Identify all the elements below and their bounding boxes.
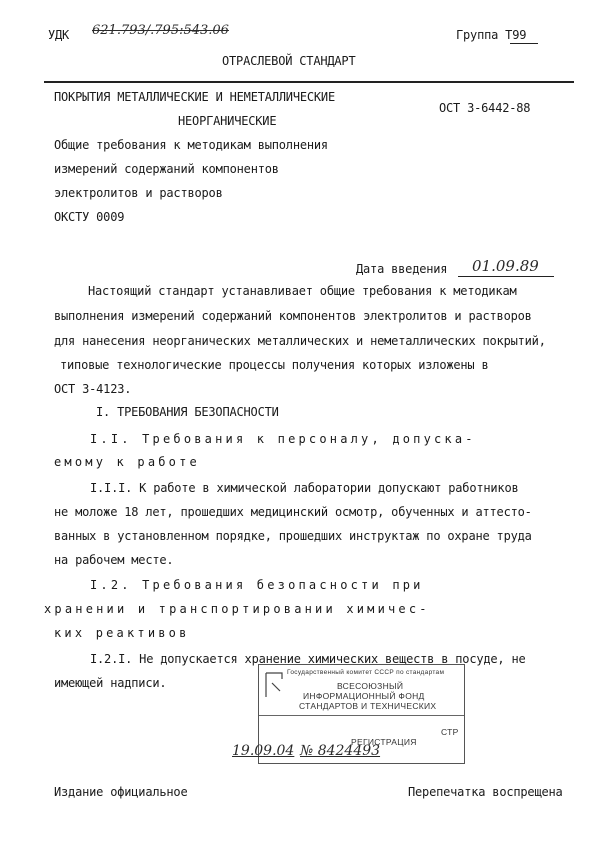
intro-line-4: типовые технологические процессы получения которых изложены в bbox=[60, 358, 489, 372]
title-line-2: НЕОРГАНИЧЕСКИЕ bbox=[178, 114, 277, 128]
para-1-line-1: I.I.I. К работе в химической лаборатории допускают работников bbox=[90, 481, 519, 495]
intro-line-5: ОСТ 3-4123. bbox=[54, 382, 132, 396]
footer-reprint-prohibited: Перепечатка воспрещена bbox=[408, 785, 563, 799]
okstu-code: ОКСТУ 0009 bbox=[54, 210, 125, 224]
intro-line-1: Настоящий стандарт устанавливает общие требования к методикам bbox=[88, 284, 517, 298]
group-code: Группа Т99 bbox=[456, 28, 527, 42]
subsection-2-heading-line-2: хранении и транспортировании химичес- bbox=[44, 602, 430, 616]
section-heading: I. ТРЕБОВАНИЯ БЕЗОПАСНОСТИ bbox=[96, 405, 279, 419]
industry-standard-label: ОТРАСЛЕВОЙ СТАНДАРТ bbox=[222, 54, 356, 68]
intro-line-2: выполнения измерений содержаний компонентов электролитов и растворов bbox=[54, 309, 532, 323]
para-1-line-3: ванных в установленном порядке, прошедших инструктаж по охране труда bbox=[54, 529, 532, 543]
intro-line-3: для нанесения неорганических металлических и неметаллических покрытий, bbox=[54, 334, 546, 348]
para-1-line-2: не моложе 18 лет, прошедших медицинский осмотр, обученных и аттесто- bbox=[54, 505, 532, 519]
stamp-line-2: ВСЕСОЮЗНЫЙ bbox=[337, 681, 404, 691]
subtitle-line-1: Общие требования к методикам выполнения bbox=[54, 138, 328, 152]
para-2-line-1: I.2.I. Не допускается хранение химических веществ в посуде, не bbox=[90, 652, 526, 666]
stamp-reg-number: № 8424493 bbox=[300, 743, 381, 759]
intro-date-value: 01.09.89 bbox=[472, 257, 539, 275]
udk-value: 621.793/.795:543.06 bbox=[92, 23, 229, 38]
intro-date-label: Дата введения bbox=[356, 262, 448, 276]
subtitle-line-2: измерений содержаний компонентов bbox=[54, 162, 279, 176]
header-divider bbox=[44, 81, 574, 83]
para-1-line-4: на рабочем месте. bbox=[54, 553, 174, 567]
footer-official-edition: Издание официальное bbox=[54, 785, 188, 799]
subsection-2-heading-line-1: I.2. Требования безопасности при bbox=[90, 578, 424, 592]
para-2-line-2: имеющей надписи. bbox=[54, 676, 167, 690]
stamp-emblem-icon bbox=[262, 669, 286, 701]
stamp-line-4: СТАНДАРТОВ И ТЕХНИЧЕСКИХ bbox=[299, 701, 437, 711]
title-line-1: ПОКРЫТИЯ МЕТАЛЛИЧЕСКИЕ И НЕМЕТАЛЛИЧЕСКИЕ bbox=[54, 90, 335, 104]
stamp-line-1: Государственный комитет СССР по стандартам bbox=[287, 669, 445, 676]
subsection-2-heading-line-3: ких реактивов bbox=[54, 626, 190, 640]
stamp-reg-date: 19.09.04 bbox=[232, 743, 295, 759]
stamp-line-6: РЕГИСТРАЦИЯ bbox=[351, 737, 417, 747]
stamp-line-3: ИНФОРМАЦИОННЫЙ ФОНД bbox=[303, 691, 425, 701]
stamp-line-5: СТР bbox=[441, 727, 459, 737]
subtitle-line-3: электролитов и растворов bbox=[54, 186, 223, 200]
standard-number: ОСТ 3-6442-88 bbox=[439, 101, 531, 115]
udk-label: УДК bbox=[48, 28, 70, 42]
subsection-1-heading-line-1: I.I. Требования к персоналу, допуска- bbox=[90, 432, 476, 446]
subsection-1-heading-line-2: емому к работе bbox=[54, 455, 200, 469]
